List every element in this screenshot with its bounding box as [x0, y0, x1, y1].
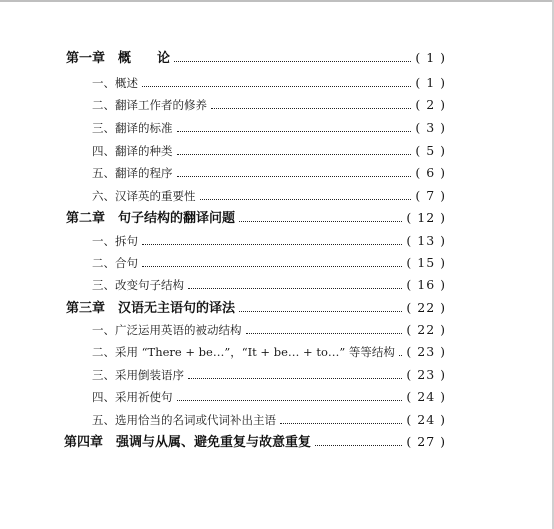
dot-leader	[315, 442, 402, 446]
toc-page-number: ( 23 )	[406, 344, 446, 359]
toc-page-number: ( 23 )	[406, 367, 446, 382]
toc-section	[92, 141, 446, 161]
toc-page-number: ( 1 )	[415, 75, 446, 90]
toc-title: 一、拆句	[92, 234, 138, 248]
toc-title: 二、采用 “There + be…”，“It + be… + to…” 等等结构	[92, 345, 395, 359]
toc-section	[92, 365, 446, 385]
toc-section	[92, 387, 446, 407]
toc-title: 三、翻译的标准	[92, 121, 173, 135]
toc-page-number: ( 3 )	[415, 120, 446, 135]
dot-leader	[177, 397, 403, 401]
toc-title: 二、合句	[92, 256, 138, 270]
toc-section	[92, 186, 446, 206]
toc-title: 三、改变句子结构	[92, 278, 184, 292]
toc-section	[92, 95, 446, 115]
toc-section	[92, 342, 446, 362]
toc-title: 第一章 概 论	[66, 51, 171, 66]
dot-leader	[239, 218, 402, 222]
toc-title: 第二章 句子结构的翻译问题	[66, 211, 236, 226]
toc-title: 四、采用祈使句	[92, 390, 173, 404]
toc-title: 五、翻译的程序	[92, 166, 173, 180]
dot-leader	[188, 375, 402, 379]
dot-leader	[246, 330, 403, 334]
toc-page-number: ( 5 )	[415, 143, 446, 158]
toc-page-number: ( 1 )	[415, 50, 446, 65]
toc-page-number: ( 22 )	[406, 322, 446, 337]
dot-leader	[142, 241, 402, 245]
toc-section	[92, 275, 446, 295]
toc-title: 第三章 汉语无主语句的译法	[66, 301, 236, 316]
toc-title: 第四章 强调与从属、避免重复与故意重复	[64, 435, 312, 450]
toc-page-number: ( 2 )	[415, 97, 446, 112]
dot-leader	[188, 285, 402, 289]
toc-section	[92, 410, 446, 430]
toc-page-number: ( 7 )	[415, 188, 446, 203]
toc-title: 六、汉译英的重要性	[92, 189, 196, 203]
toc-page-number: ( 13 )	[406, 233, 446, 248]
dot-leader	[142, 263, 402, 267]
toc-page-number: ( 16 )	[406, 277, 446, 292]
dot-leader	[200, 196, 412, 200]
toc-title: 四、翻译的种类	[92, 144, 173, 158]
toc-page-number: ( 24 )	[406, 412, 446, 427]
toc-chapter-1	[66, 48, 446, 68]
dot-leader	[177, 151, 412, 155]
toc-page-number: ( 24 )	[406, 389, 446, 404]
toc-section	[92, 320, 446, 340]
toc-title: 五、选用恰当的名词或代词补出主语	[92, 413, 276, 427]
dot-leader	[211, 105, 411, 109]
dot-leader	[174, 58, 411, 62]
toc-chapter-4	[64, 432, 446, 452]
toc-title: 三、采用倒装语序	[92, 368, 184, 382]
dot-leader	[239, 308, 402, 312]
dot-leader	[280, 420, 402, 424]
toc-chapter-2	[66, 208, 446, 228]
toc-section	[92, 163, 446, 183]
toc-section	[92, 118, 446, 138]
toc-title: 二、翻译工作者的修养	[92, 98, 207, 112]
dot-leader	[177, 128, 412, 132]
toc-page-number: ( 15 )	[406, 255, 446, 270]
toc-page-number: ( 27 )	[406, 434, 446, 449]
toc-page-number: ( 22 )	[406, 300, 446, 315]
dot-leader	[177, 173, 412, 177]
toc-section	[92, 231, 446, 251]
toc-title: 一、概述	[92, 76, 138, 90]
toc-page-number: ( 6 )	[415, 165, 446, 180]
toc-section	[92, 253, 446, 273]
toc-page-number: ( 12 )	[406, 210, 446, 225]
dot-leader	[399, 352, 402, 356]
toc-chapter-3	[66, 298, 446, 318]
toc-title: 一、广泛运用英语的被动结构	[92, 323, 242, 337]
toc-section	[92, 73, 446, 93]
dot-leader	[142, 83, 411, 87]
